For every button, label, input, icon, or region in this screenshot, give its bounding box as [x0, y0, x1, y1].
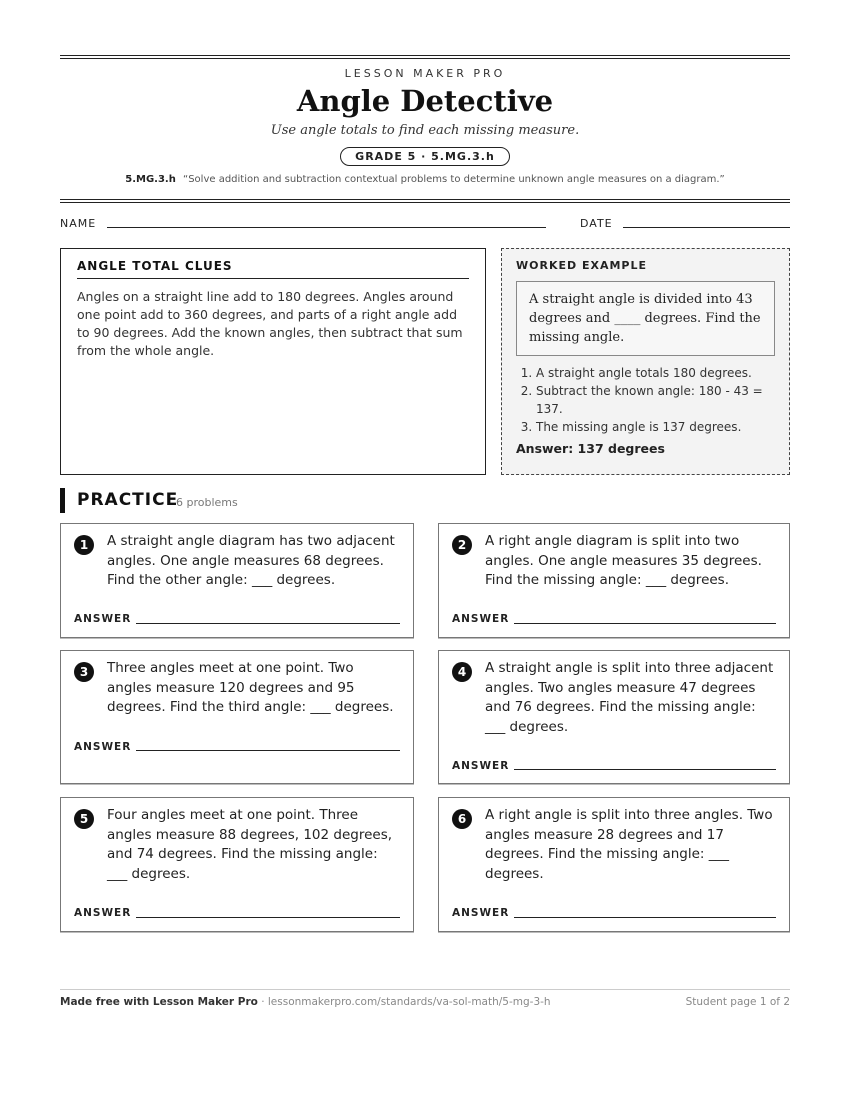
answer-label: ANSWER — [452, 760, 510, 772]
answer-field[interactable] — [514, 917, 776, 918]
problem-text: A right angle diagram is split into two angles. One angle measures 35 degrees. Find the missing angle: ___ degrees. — [485, 533, 762, 588]
name-field[interactable] — [107, 227, 546, 228]
problem-card-1 — [60, 523, 414, 638]
footer-page-number: Student page 1 of 2 — [685, 996, 790, 1008]
clues-heading: ANGLE TOTAL CLUES — [77, 259, 469, 279]
name-label: NAME — [60, 217, 97, 230]
footer-made-with: Made free with Lesson Maker Pro — [60, 996, 258, 1008]
footer-rule — [60, 989, 790, 990]
problem-number-badge: 4 — [452, 662, 472, 682]
problem-text: A right angle is split into three angles. Two angles measure 28 degrees and 17 degrees. Find the missing angle: ___ degrees. — [485, 807, 773, 882]
problem-number-badge: 2 — [452, 535, 472, 555]
worked-example-answer: Answer: 137 degrees — [516, 441, 665, 456]
date-field[interactable] — [623, 227, 790, 228]
problem-text: Three angles meet at one point. Two angles measure 120 degrees and 95 degrees. Find the third angle: ___ degrees. — [107, 660, 394, 715]
problem-text: A straight angle diagram has two adjacent angles. One angle measures 68 degrees. Find the other angle: ___ degrees. — [107, 533, 395, 588]
worked-step: 2. Subtract the known angle: 180 - 43 = 137. — [536, 382, 775, 418]
standard-text: “Solve addition and subtraction contextual problems to determine unknown angle measures on a diagram.” — [183, 174, 725, 185]
problem-text: Four angles meet at one point. Three angles measure 88 degrees, 102 degrees, and 74 degrees. Find the missing angle: ___ degrees. — [107, 807, 393, 882]
worksheet-page — [60, 0, 790, 1100]
answer-field[interactable] — [514, 769, 776, 770]
practice-heading: PRACTICE — [77, 490, 179, 510]
brand-name: LESSON MAKER PRO — [344, 67, 506, 80]
grade-badge: GRADE 5 · 5.MG.3.h — [340, 147, 510, 166]
answer-label: ANSWER — [74, 907, 132, 919]
clues-body: Angles on a straight line add to 180 degrees. Angles around one point add to 360 degrees, and parts of a right angle add to 90 degrees. Add the known angles, then subtract that sum from the whole angle. — [77, 289, 463, 358]
answer-label: ANSWER — [452, 907, 510, 919]
worked-example-heading: WORKED EXAMPLE — [516, 259, 647, 272]
problem-card-4 — [438, 650, 790, 784]
worked-step: 1. A straight angle totals 180 degrees. — [536, 364, 775, 382]
problem-number-badge: 6 — [452, 809, 472, 829]
practice-count: 6 problems — [176, 496, 238, 509]
answer-field[interactable] — [514, 623, 776, 624]
problem-number-badge: 1 — [74, 535, 94, 555]
date-label: DATE — [580, 217, 613, 230]
header-bottom-rule — [60, 199, 790, 203]
answer-field[interactable] — [136, 917, 400, 918]
problem-card-5 — [60, 797, 414, 932]
worked-step: 3. The missing angle is 137 degrees. — [536, 418, 775, 436]
problem-card-6 — [438, 797, 790, 932]
footer-credit — [60, 996, 551, 1008]
page-title: Angle Detective — [296, 84, 554, 118]
problem-number-badge: 5 — [74, 809, 94, 829]
header-top-rule — [60, 55, 790, 59]
grade-badge-wrap — [60, 145, 790, 166]
worked-example-problem: A straight angle is divided into 43 degrees and ____ degrees. Find the missing angle. — [516, 281, 775, 356]
problem-card-3 — [60, 650, 414, 784]
problem-number-badge: 3 — [74, 662, 94, 682]
problem-card-2 — [438, 523, 790, 638]
answer-label: ANSWER — [452, 613, 510, 625]
angle-clues-box — [60, 248, 486, 475]
answer-field[interactable] — [136, 623, 400, 624]
standard-code: 5.MG.3.h — [125, 174, 176, 185]
standard-line — [60, 174, 790, 185]
practice-accent-bar — [60, 488, 65, 513]
answer-label: ANSWER — [74, 741, 132, 753]
worked-example-steps — [516, 364, 775, 436]
worked-example-box — [501, 248, 790, 475]
answer-field[interactable] — [136, 750, 400, 751]
answer-label: ANSWER — [74, 613, 132, 625]
problem-text: A straight angle is split into three adjacent angles. Two angles measure 47 degrees and 76 degrees. Find the missing angle: ___ degrees. — [485, 660, 774, 735]
footer-url[interactable]: · lessonmakerpro.com/standards/va-sol-math/5-mg-3-h — [257, 996, 551, 1008]
page-subtitle: Use angle totals to find each missing measure. — [270, 123, 580, 138]
